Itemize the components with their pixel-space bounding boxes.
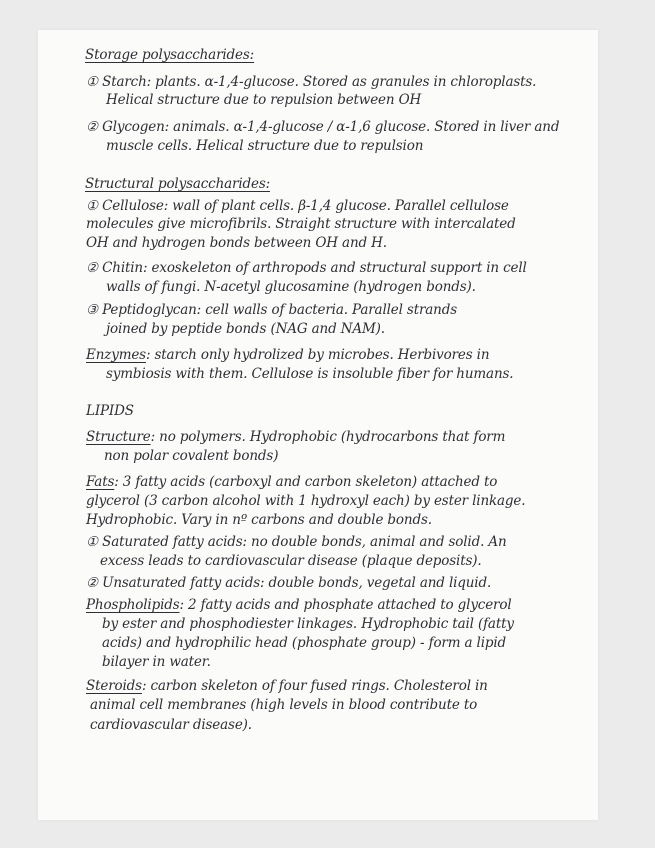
note-line: cardiovascular disease). bbox=[90, 717, 252, 733]
note-line: ② Chitin: exoskeleton of arthropods and structural support in cell bbox=[86, 260, 527, 276]
note-line: ② Glycogen: animals. α-1,4-glucose / α-1,6 glucose. Stored in liver and bbox=[86, 119, 560, 135]
note-line: acids) and hydrophilic head (phosphate group) - form a lipid bbox=[102, 635, 507, 651]
note-line: non polar covalent bonds) bbox=[104, 448, 279, 464]
note-line: animal cell membranes (high levels in blood contribute to bbox=[90, 697, 478, 713]
note-lead-label: Fats bbox=[86, 474, 115, 490]
note-line: Hydrophobic. Vary in nº carbons and double bonds. bbox=[86, 512, 432, 528]
notebook-page bbox=[38, 30, 598, 820]
note-lead-label: Steroids bbox=[86, 678, 142, 694]
note-line-steroids: Steroids: carbon skeleton of four fused rings. Cholesterol in bbox=[86, 678, 488, 694]
note-line: molecules give microfibrils. Straight structure with intercalated bbox=[86, 216, 516, 232]
note-lead-label: Structure bbox=[86, 429, 151, 445]
note-line: Helical structure due to repulsion between OH bbox=[106, 92, 422, 108]
note-line: symbiosis with them. Cellulose is insoluble fiber for humans. bbox=[106, 366, 514, 382]
heading-lipids: LIPIDS bbox=[86, 403, 134, 419]
note-line: ② Unsaturated fatty acids: double bonds, vegetal and liquid. bbox=[86, 575, 492, 591]
note-line: OH and hydrogen bonds between OH and H. bbox=[86, 235, 387, 251]
heading-structural-polysaccharides: Structural polysaccharides: bbox=[85, 176, 270, 192]
note-line: bilayer in water. bbox=[102, 654, 211, 670]
note-line-phospholipids: Phospholipids: 2 fatty acids and phosphate attached to glycerol bbox=[86, 597, 512, 613]
note-line-enzymes: Enzymes: starch only hydrolized by microbes. Herbivores in bbox=[86, 347, 490, 363]
heading-storage-polysaccharides: Storage polysaccharides: bbox=[85, 47, 255, 63]
note-line: walls of fungi. N-acetyl glucosamine (hydrogen bonds). bbox=[106, 279, 476, 295]
note-line: excess leads to cardiovascular disease (plaque deposits). bbox=[100, 553, 482, 569]
note-lead-label: Phospholipids bbox=[86, 597, 180, 613]
note-line: muscle cells. Helical structure due to repulsion bbox=[106, 138, 424, 154]
note-line-structure: Structure: no polymers. Hydrophobic (hydrocarbons that form bbox=[86, 429, 506, 445]
note-line: ① Starch: plants. α-1,4-glucose. Stored as granules in chloroplasts. bbox=[86, 74, 537, 90]
note-line: ③ Peptidoglycan: cell walls of bacteria. Parallel strands bbox=[86, 302, 457, 318]
note-line: by ester and phosphodiester linkages. Hydrophobic tail (fatty bbox=[102, 616, 514, 632]
note-line: ① Cellulose: wall of plant cells. β-1,4 glucose. Parallel cellulose bbox=[86, 198, 509, 214]
note-line: ① Saturated fatty acids: no double bonds, animal and solid. An bbox=[86, 534, 507, 550]
note-line-fats: Fats: 3 fatty acids (carboxyl and carbon skeleton) attached to bbox=[86, 474, 498, 490]
note-line: joined by peptide bonds (NAG and NAM). bbox=[106, 321, 385, 337]
note-lead-label: Enzymes bbox=[86, 347, 146, 363]
note-line: glycerol (3 carbon alcohol with 1 hydroxyl each) by ester linkage. bbox=[86, 493, 526, 509]
